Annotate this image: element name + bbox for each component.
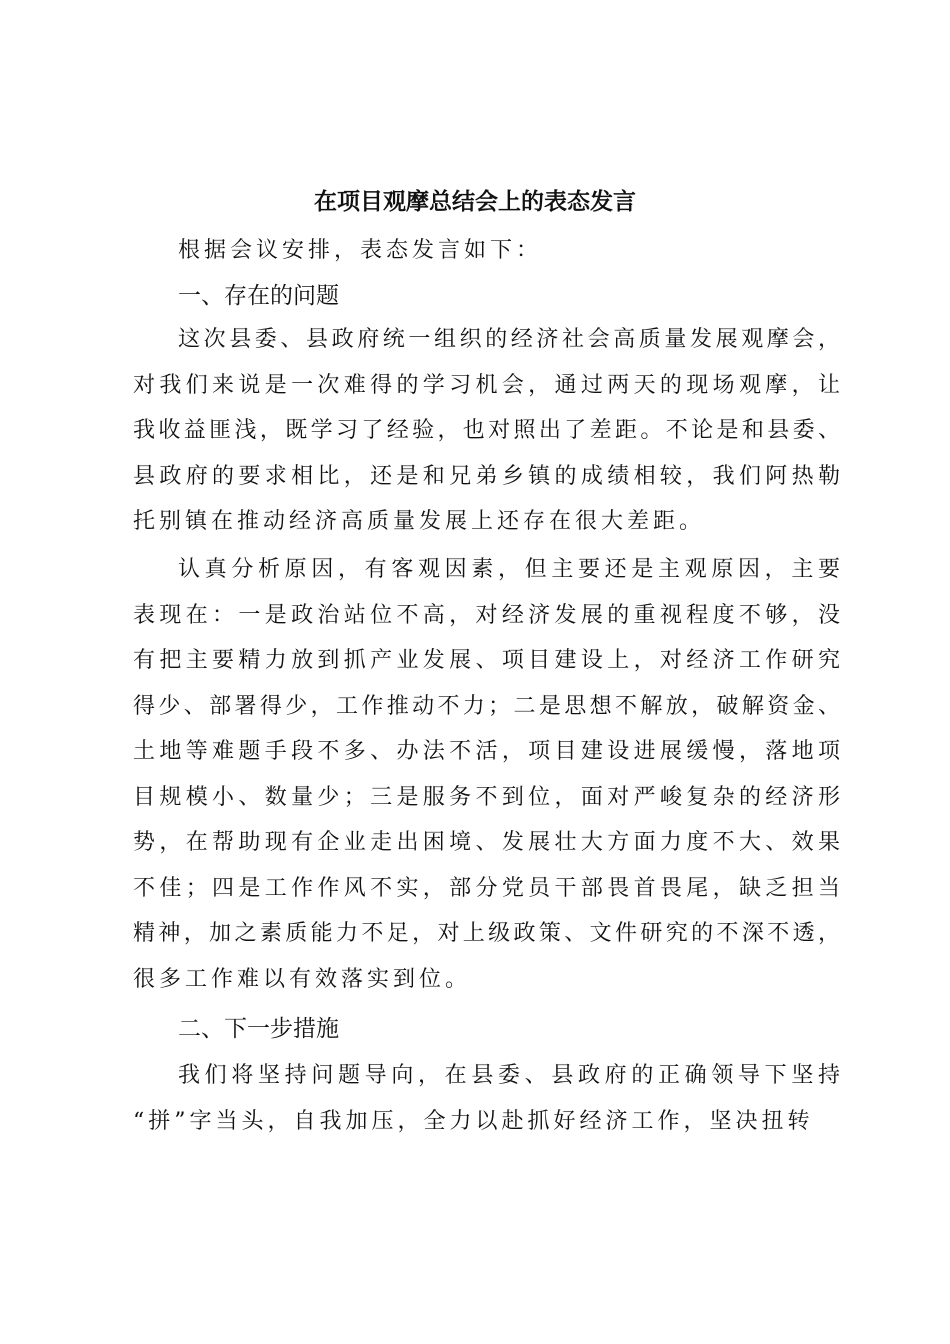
paragraph-2-line: 得少、部署得少，工作推动不力；二是思想不解放，破解资金、	[133, 693, 840, 719]
paragraph-1-line: 我收益匪浅，既学习了经验，也对照出了差距。不论是和县委、	[133, 418, 840, 443]
paragraph-3-line: 我们将坚持问题导向，在县委、县政府的正确领导下坚持	[178, 1063, 840, 1088]
paragraph-1-line: 托别镇在推动经济高质量发展上还存在很大差距。	[133, 509, 706, 534]
document-title: 在项目观摩总结会上的表态发言	[314, 188, 636, 215]
paragraph-2-line: 目规模小、数量少；三是服务不到位，面对严峻复杂的经济形	[133, 784, 840, 810]
paragraph-2-line: 不佳；四是工作作风不实，部分党员干部畏首畏尾，缺乏担当	[133, 875, 840, 901]
paragraph-2-line: 有把主要精力放到抓产业发展、项目建设上，对经济工作研究	[133, 648, 840, 673]
section-heading-next-steps: 二、下一步措施	[178, 1016, 339, 1042]
paragraph-1-line: 这次县委、县政府统一组织的经济社会高质量发展观摩会，	[178, 327, 840, 352]
paragraph-2-line: 土地等难题手段不多、办法不活，项目建设进展缓慢，落地项	[133, 739, 840, 764]
paragraph-2-line: 精神，加之素质能力不足，对上级政策、文件研究的不深不透，	[133, 921, 840, 946]
intro-text: 根据会议安排，表态发言如下：	[178, 238, 543, 263]
paragraph-2-line: 势，在帮助现有企业走出困境、发展壮大方面力度不大、效果	[133, 830, 840, 855]
paragraph-3-line: “拼”字当头，自我加压，全力以赴抓好经济工作，坚决扭转	[133, 1108, 814, 1134]
paragraph-1-line: 对我们来说是一次难得的学习机会，通过两天的现场观摩，让	[133, 372, 840, 398]
paragraph-1-line: 县政府的要求相比，还是和兄弟乡镇的成绩相较，我们阿热勒	[133, 463, 840, 489]
paragraph-2-line: 表现在：一是政治站位不高，对经济发展的重视程度不够，没	[133, 602, 840, 628]
paragraph-2-line: 认真分析原因，有客观因素，但主要还是主观原因，主要	[178, 557, 840, 582]
paragraph-2-line: 很多工作难以有效落实到位。	[133, 966, 472, 992]
section-heading-problems: 一、存在的问题	[178, 283, 339, 309]
